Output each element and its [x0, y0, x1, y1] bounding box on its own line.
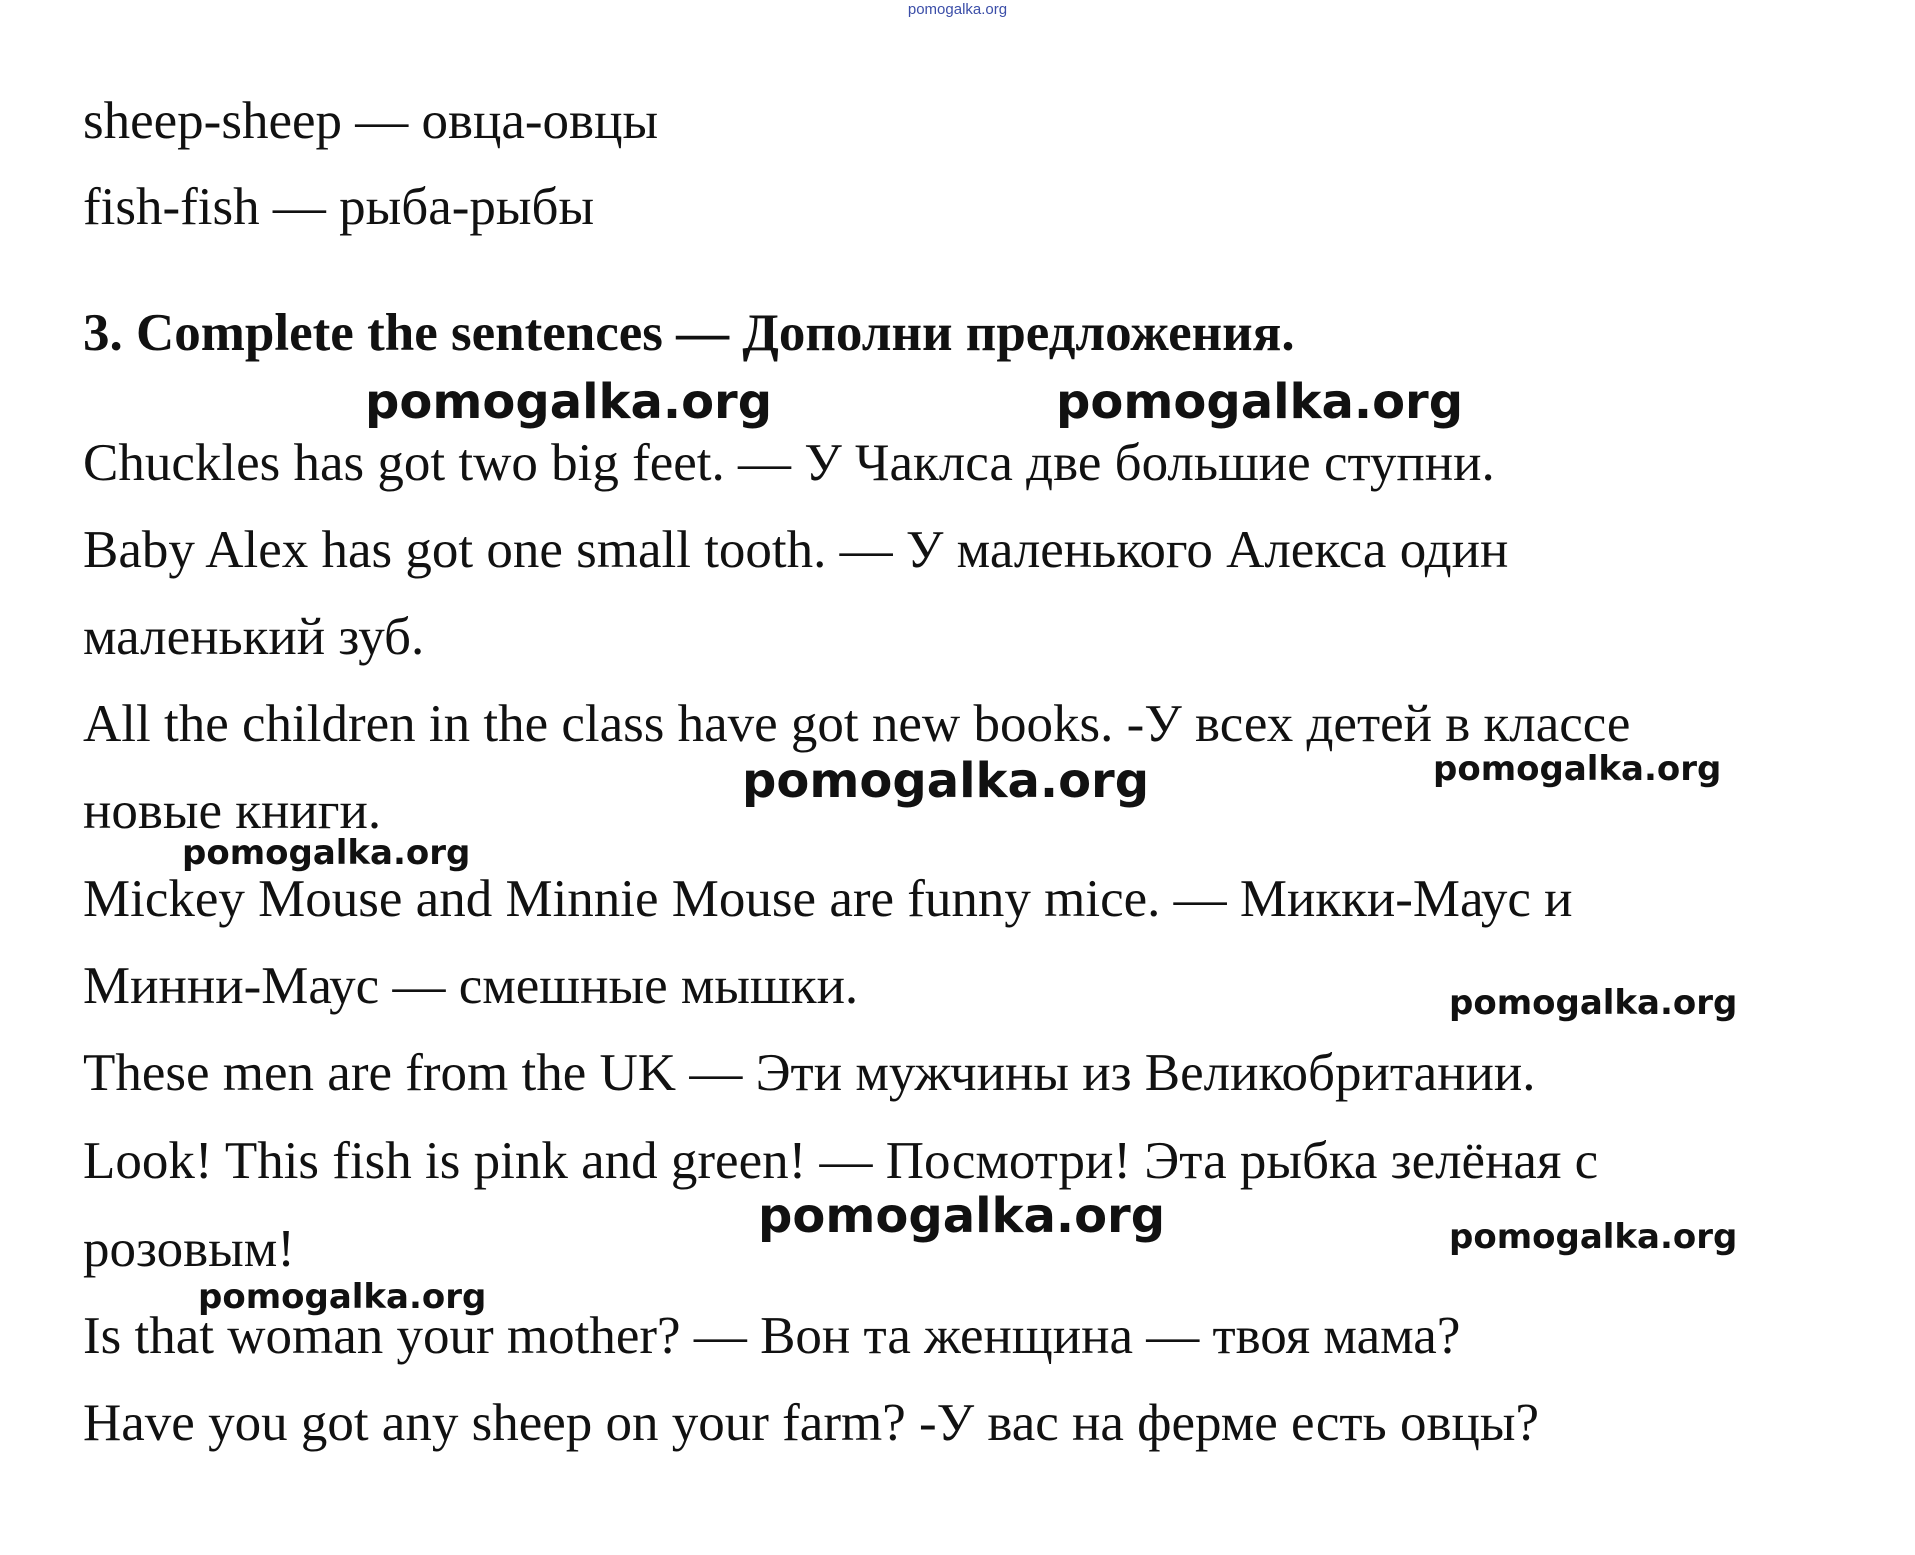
- watermark: pomogalka.org: [1449, 1217, 1738, 1257]
- watermark: pomogalka.org: [758, 1188, 1166, 1244]
- sentence-line: новые книги.: [83, 782, 382, 840]
- watermark: pomogalka.org: [1056, 374, 1464, 430]
- sentence-line: Chuckles has got two big feet. — У Чаклса две большие ступни.: [83, 434, 1495, 492]
- watermark: pomogalka.org: [182, 833, 471, 873]
- watermark: pomogalka.org: [1433, 749, 1722, 789]
- exercise-heading: 3. Complete the sentences — Дополни предложения.: [83, 304, 1295, 362]
- sentence-line: Baby Alex has got one small tooth. — У маленького Алекса один: [83, 521, 1509, 579]
- sentence-line: Look! This fish is pink and green! — Посмотри! Эта рыбка зелёная с: [83, 1132, 1599, 1190]
- sentence-line: All the children in the class have got new books. -У всех детей в классе: [83, 695, 1631, 753]
- site-mark: pomogalka.org: [907, 1, 1008, 18]
- watermark: pomogalka.org: [198, 1277, 487, 1317]
- sentence-line: Минни-Маус — смешные мышки.: [83, 957, 859, 1015]
- watermark: pomogalka.org: [365, 374, 773, 430]
- word-pair-sheep: sheep-sheep — овца-овцы: [83, 92, 659, 150]
- sentence-line: маленький зуб.: [83, 608, 425, 666]
- watermark: pomogalka.org: [742, 753, 1150, 809]
- sentence-line: розовым!: [83, 1220, 295, 1278]
- sentence-line: Have you got any sheep on your farm? -У вас на ферме есть овцы?: [83, 1394, 1539, 1452]
- sentence-line: These men are from the UK — Эти мужчины из Великобритании.: [83, 1044, 1536, 1102]
- sentence-line: Is that woman your mother? — Вон та женщина — твоя мама?: [83, 1307, 1461, 1365]
- sentence-line: Mickey Mouse and Minnie Mouse are funny mice. — Микки-Маус и: [83, 870, 1573, 928]
- watermark: pomogalka.org: [1449, 983, 1738, 1023]
- word-pair-fish: fish-fish — рыба-рыбы: [83, 178, 595, 236]
